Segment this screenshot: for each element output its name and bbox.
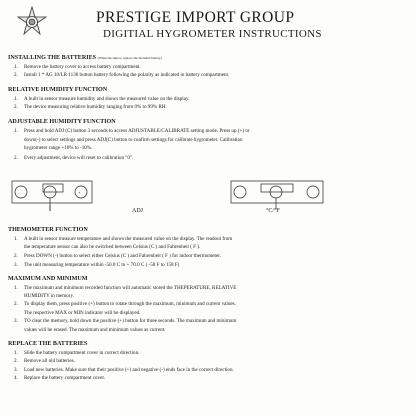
company-title: PRESTIGE IMPORT GROUP <box>96 9 295 26</box>
minus-button-icon <box>15 186 27 198</box>
plus-glyph: + <box>78 190 81 195</box>
item-text: Remove the battery cover to access battery compartment. <box>24 64 141 70</box>
list-item-continuation: down(-) to select settings and press ADJ(C) button to confirm settings for calibrate hygrometer. Calibration <box>24 137 243 143</box>
list-item <box>14 350 139 356</box>
item-number: 1. <box>14 128 18 134</box>
list-item <box>14 358 75 364</box>
section-heading-thermometer: THEMOMETER FUNCTION <box>8 227 88 233</box>
item-text: The device measuring relative humidity ranging from 0% to 99% RH. <box>24 104 167 110</box>
cf-indicator <box>261 184 293 192</box>
item-text: Slide the battery compartment cover in correct direction. <box>24 350 140 356</box>
item-number: 4. <box>14 375 18 381</box>
item-text: Replace the battery compartment cover. <box>24 375 106 381</box>
heading-text: INSTALLING THE BATTERIES <box>8 55 97 61</box>
item-number: 2. <box>14 104 18 110</box>
item-number: 2. <box>14 253 18 259</box>
list-item <box>14 72 229 78</box>
item-text: The unit measuring temperature within -50.0 C to + 70.0 C ( -58 F to 158 F) <box>24 262 180 268</box>
list-item <box>14 301 236 307</box>
list-item <box>14 262 179 268</box>
list-item-continuation: The respective MAX or MIN indicator will be displayed. <box>24 310 141 316</box>
list-item <box>14 64 141 70</box>
left-button-icon <box>234 186 246 198</box>
item-number: 1. <box>14 285 18 291</box>
list-item <box>14 236 232 242</box>
item-text: TO clear the memory, hold down the positive (+) button for three seconds. The maximum and minimum <box>24 318 237 324</box>
section-heading-relative-humidity: RELATIVE HUMIDITY FUNCTION <box>8 87 108 93</box>
item-text: A built in sensor measure humidity and shows the measured value on the display. <box>24 96 190 102</box>
item-number: 1. <box>14 350 18 356</box>
company-logo-icon <box>16 6 48 38</box>
item-number: 1. <box>14 64 18 70</box>
section-heading-replace-batteries: REPLACE THE BATTERIES <box>8 341 88 347</box>
item-text: Remove all old batteries. <box>24 358 75 364</box>
list-item-continuation: HUMIDITY in memory. <box>24 293 74 299</box>
item-text: Install 1 * AG 10/LR 1130 button battery following the polarity as indicated in battery compartment. <box>24 72 230 78</box>
list-item <box>14 155 133 161</box>
list-item <box>14 367 234 373</box>
list-item-continuation: the temperature sensor can also be switched between Celsius (C ) and Fahrenheit ( F ). <box>24 244 201 250</box>
list-item <box>14 318 236 324</box>
list-item <box>14 285 236 291</box>
heading-note: (When the time to replace the included battery) <box>97 56 162 60</box>
list-item <box>14 253 221 259</box>
list-item <box>14 375 105 381</box>
item-number: 2. <box>14 358 18 364</box>
item-number: 1. <box>14 96 18 102</box>
item-text: Every adjustment, device will reset to calibration "0". <box>24 155 134 161</box>
right-button-icon <box>307 186 319 198</box>
item-number: 2. <box>14 72 18 78</box>
section-heading-max-min: MAXIMUM AND MINIMUM <box>8 276 88 282</box>
item-number: 1. <box>14 236 18 242</box>
item-text: Press DOWN (-) button to select either Celsius (C ) and Fahrenheit ( F ) for indoor thermometer. <box>24 253 221 259</box>
adj-label: ADJ <box>132 208 144 214</box>
cf-label: °C/°F <box>266 208 280 214</box>
item-number: 2. <box>14 301 18 307</box>
list-item-continuation: values will be erased. The maximum and minimum values as current. <box>24 327 166 333</box>
list-item <box>14 96 189 102</box>
item-text: The maximum and minimum recorded function will automatic stored the THEPERATURE, RELATIVE <box>24 285 237 291</box>
item-text: Press and hold ADJ (C) button 3 seconds to access ADJUSTABLE/CALIBRATE setting mode. Press up (+) or <box>24 128 250 134</box>
section-heading-installing-batteries <box>8 55 162 62</box>
item-text: A built in sensor measure temperature and shows the measured value on the display. The readout from <box>24 236 233 242</box>
document-subtitle: DIGITIAL HYGROMETER INSTRUCTIONS <box>103 28 322 40</box>
section-heading-adjustable-humidity: ADJUSTABLE HUMIDITY FUNCTION <box>8 119 116 125</box>
item-number: 3. <box>14 367 18 373</box>
plus-button-icon <box>75 186 87 198</box>
item-text: To display them, press positive (+) button to rotate through the maximum, minimum and current values. <box>24 301 236 307</box>
list-item <box>14 128 250 134</box>
item-number: 3. <box>14 318 18 324</box>
list-item-continuation: hygrometer range +10% to -10%. <box>24 145 93 151</box>
list-item <box>14 104 167 110</box>
minus-glyph: - <box>18 190 20 195</box>
item-text: Load new batteries. Make sure that their positive (+) and negative (-) ends face in the correct direction. <box>24 367 234 373</box>
item-number: 3. <box>14 262 18 268</box>
item-number: 2. <box>14 155 18 161</box>
